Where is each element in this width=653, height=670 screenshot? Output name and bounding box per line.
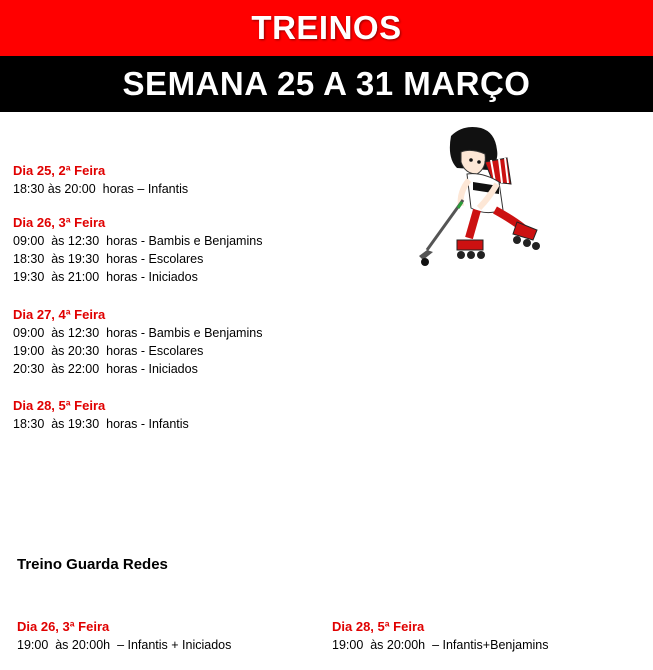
- day-heading: Dia 26, 3ª Feira: [17, 619, 110, 634]
- day-heading: Dia 27, 4ª Feira: [13, 307, 106, 322]
- schedule-day-28: [13, 397, 393, 433]
- goalkeeper-session: [17, 618, 317, 654]
- day-heading: Dia 25, 2ª Feira: [13, 163, 106, 178]
- day-heading: Dia 26, 3ª Feira: [13, 215, 106, 230]
- day-heading: Dia 28, 5ª Feira: [13, 398, 106, 413]
- goalkeeper-session: [332, 618, 647, 654]
- page-title: TREINOS: [251, 9, 402, 46]
- session-line: 09:00 às 12:30 horas - Bambis e Benjamins: [13, 326, 263, 340]
- session-line: 18:30 às 20:00 horas – Infantis: [13, 182, 189, 196]
- session-line: 19:00 às 20:00h – Infantis + Iniciados: [17, 638, 232, 652]
- session-line: 19:00 às 20:30 horas - Escolares: [13, 344, 204, 358]
- schedule-day-25: [13, 162, 393, 198]
- session-line: 19:30 às 21:00 horas - Iniciados: [13, 270, 198, 284]
- session-line: 19:00 às 20:00h – Infantis+Benjamins: [332, 638, 549, 652]
- subtitle-banner: [0, 56, 653, 112]
- goalkeeper-title: Treino Guarda Redes: [17, 556, 168, 573]
- session-line: 18:30 às 19:30 horas - Escolares: [13, 252, 204, 266]
- session-line: 18:30 às 19:30 horas - Infantis: [13, 417, 189, 431]
- session-line: 20:30 às 22:00 horas - Iniciados: [13, 362, 198, 376]
- page-subtitle: SEMANA 25 A 31 MARÇO: [122, 65, 531, 102]
- schedule-day-26: [13, 214, 393, 286]
- title-banner: [0, 0, 653, 56]
- session-line: 09:00 às 12:30 horas - Bambis e Benjamins: [13, 234, 263, 248]
- schedule-day-27: [13, 306, 393, 378]
- day-heading: Dia 28, 5ª Feira: [332, 619, 425, 634]
- roller-hockey-player-illustration: [413, 122, 549, 268]
